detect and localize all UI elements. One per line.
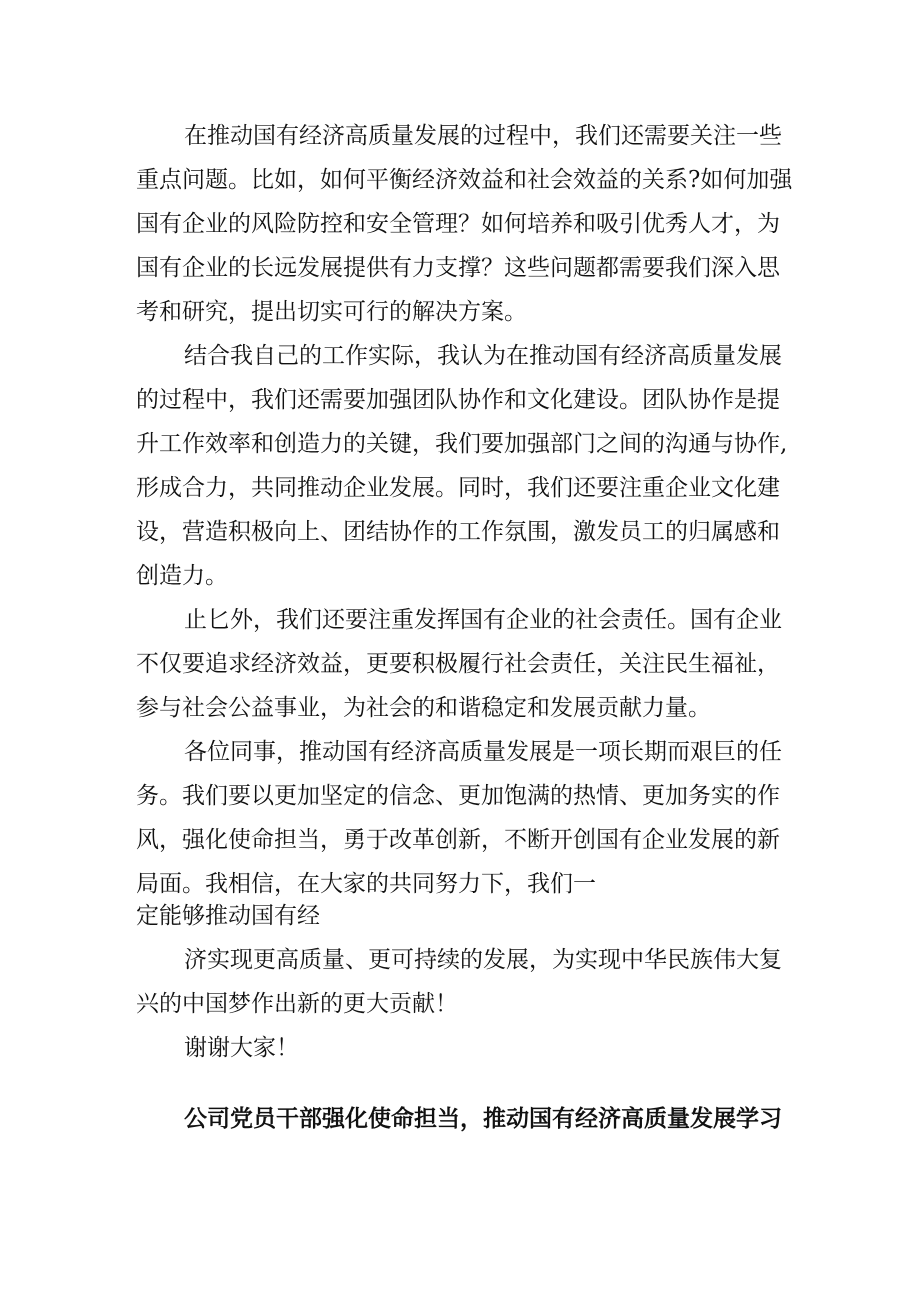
closing-line: 谢谢大家！ <box>184 1035 299 1061</box>
text-line: 兴的中国梦作出新的更大贡献！ <box>136 991 458 1017</box>
text-line: 务。我们要以更加坚定的信念、更加饱满的热情、更加务实的作 <box>136 783 780 809</box>
text-line: 国有企业的风险防控和安全管理？如何培养和吸引优秀人才，为 <box>136 211 780 237</box>
section-title: 公司党员干部强化使命担当，推动国有经济高质量发展学习 <box>184 1105 782 1132</box>
text-line: 考和研究，提出切实可行的解决方案。 <box>136 299 527 325</box>
text-line: 的过程中，我们还需要加强团队协作和文化建设。团队协作是提 <box>136 387 780 413</box>
text-line: 止匕外，我们还要注重发挥国有企业的社会责任。国有企业 <box>184 607 782 633</box>
text-line: 参与社会公益事业，为社会的和谐稳定和发展贡献力量。 <box>136 695 711 721</box>
text-line: 局面。我相信，在大家的共同努力下，我们一 <box>136 871 596 897</box>
text-line: 济实现更高质量、更可持续的发展，为实现中华民族伟大复 <box>184 947 782 973</box>
text-line: 定能够推动国有经 <box>136 903 320 929</box>
text-line: 结合我自己的工作实际，我认为在推动国有经济高质量发展 <box>184 343 782 369</box>
text-line: 重点问题。比如，如何平衡经济效益和社会效益的关系?如何加强 <box>136 167 793 193</box>
text-line: 创造力。 <box>136 563 228 589</box>
text-line: 形成合力，共同推动企业发展。同时，我们还要注重企业文化建 <box>136 475 780 501</box>
text-line: 风，强化使命担当，勇于改革创新，不断开创国有企业发展的新 <box>136 827 780 853</box>
text-line: 在推动国有经济高质量发展的过程中，我们还需要关注一些 <box>184 123 782 149</box>
text-line: 设，营造积极向上、团结协作的工作氛围，激发员工的归属感和 <box>136 519 780 545</box>
text-line: 国有企业的长远发展提供有力支撑？这些问题都需要我们深入思 <box>136 255 780 281</box>
text-line: 不仅要追求经济效益，更要积极履行社会责任，关注民生福祉， <box>136 651 780 677</box>
text-line: 各位同事，推动国有经济高质量发展是一项长期而艰巨的任 <box>184 739 782 765</box>
text-line: 升工作效率和创造力的关键，我们要加强部门之间的沟通与协作, <box>136 431 788 457</box>
